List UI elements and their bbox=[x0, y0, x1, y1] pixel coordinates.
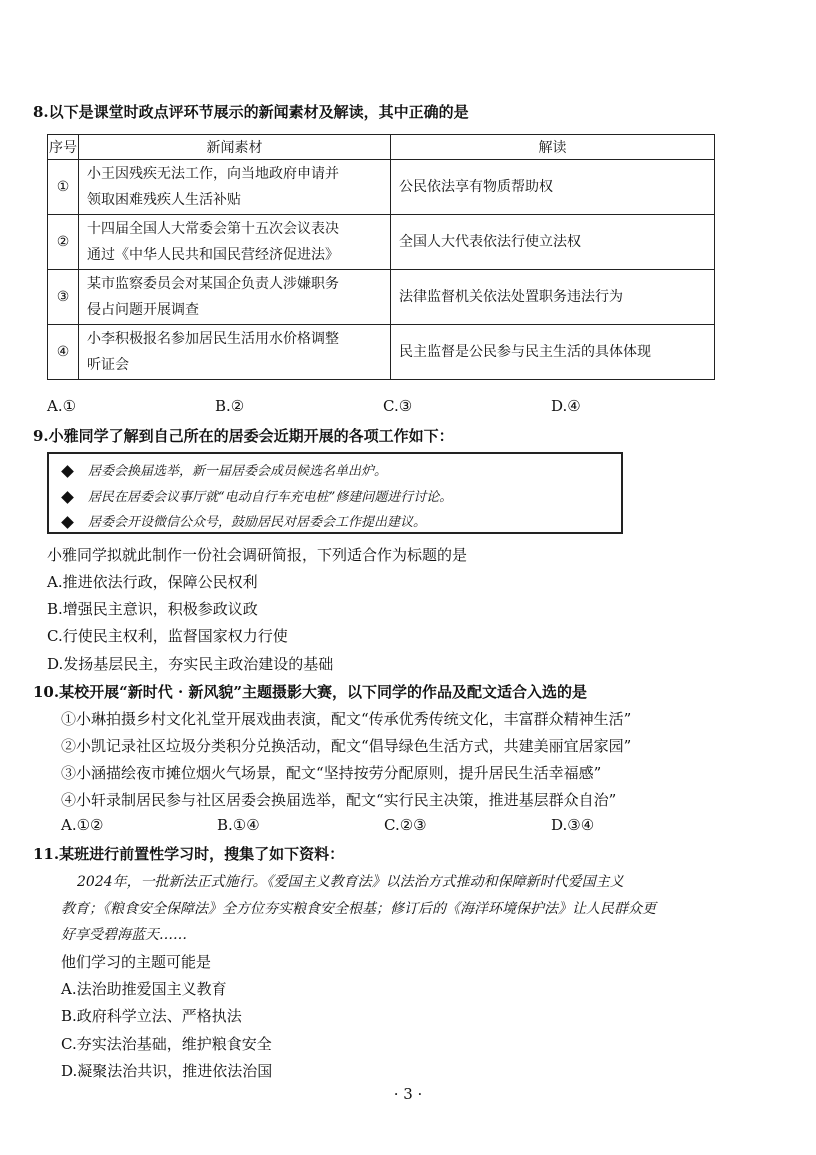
bullet-text: 居委会开设微信公众号，鼓励居民对居委会工作提出建议。 bbox=[88, 515, 427, 530]
q9-option-d[interactable]: D.发扬基层民主，夯实民主政治建设的基础 bbox=[47, 655, 334, 673]
q11-material-line: 好享受碧海蓝天…… bbox=[61, 927, 187, 943]
q9-option-c[interactable]: C.行使民主权利，监督国家权力行使 bbox=[47, 627, 288, 645]
diamond-bullet-icon bbox=[61, 491, 74, 504]
row-material bbox=[79, 215, 391, 270]
q9-info-box bbox=[47, 452, 623, 534]
table-row bbox=[48, 160, 715, 215]
row-interpretation: 法律监督机关依法处置职务违法行为 bbox=[391, 270, 715, 325]
header-material: 新闻素材 bbox=[79, 135, 391, 160]
q8-option-c[interactable]: C.③ bbox=[383, 397, 413, 415]
row-number: ③ bbox=[48, 270, 79, 325]
q10-item: ③小涵描绘夜市摊位烟火气场景，配文“坚持按劳分配原则，提升居民生活幸福感” bbox=[61, 764, 602, 782]
q11-option-b[interactable]: B.政府科学立法、严格执法 bbox=[61, 1007, 242, 1025]
q11-prompt: 他们学习的主题可能是 bbox=[61, 953, 212, 971]
q11-option-d[interactable]: D.凝聚法治共识，推进依法治国 bbox=[61, 1062, 273, 1080]
material-line: 侵占问题开展调查 bbox=[87, 302, 199, 318]
row-material bbox=[79, 160, 391, 215]
q10-item: ①小琳拍摄乡村文化礼堂开展戏曲表演，配文“传承优秀传统文化，丰富群众精神生活” bbox=[61, 710, 632, 728]
q11-stem: 11.某班进行前置性学习时，搜集了如下资料： bbox=[33, 845, 345, 863]
q9-prompt: 小雅同学拟就此制作一份社会调研简报，下列适合作为标题的是 bbox=[47, 546, 468, 564]
q10-option-a[interactable]: A.①② bbox=[61, 816, 104, 834]
material-line: 领取困难残疾人生活补贴 bbox=[87, 192, 241, 208]
table-row bbox=[48, 215, 715, 270]
material-line: 小王因残疾无法工作，向当地政府申请并 bbox=[87, 166, 339, 182]
material-line: 某市监察委员会对某国企负责人涉嫌职务 bbox=[87, 276, 339, 292]
header-interpretation: 解读 bbox=[391, 135, 715, 160]
q11-option-c[interactable]: C.夯实法治基础，维护粮食安全 bbox=[61, 1035, 272, 1053]
q10-item: ④小轩录制居民参与社区居委会换届选举，配文“实行民主决策，推进基层群众自治” bbox=[61, 791, 617, 809]
page-number: · 3 · bbox=[393, 1085, 423, 1103]
row-number: ② bbox=[48, 215, 79, 270]
q9-option-a[interactable]: A.推进依法行政，保障公民权利 bbox=[47, 573, 258, 591]
row-interpretation: 民主监督是公民参与民主生活的具体体现 bbox=[391, 325, 715, 380]
q8-option-b[interactable]: B.② bbox=[215, 397, 245, 415]
row-interpretation: 公民依法享有物质帮助权 bbox=[391, 160, 715, 215]
q11-material-line: 教育；《粮食安全保障法》全方位夯实粮食安全根基；修订后的《海洋环境保护法》让人民群众更 bbox=[61, 901, 656, 917]
q11-option-a[interactable]: A.法治助推爱国主义教育 bbox=[61, 980, 227, 998]
diamond-bullet-icon bbox=[61, 465, 74, 478]
q9-bullet bbox=[59, 511, 426, 530]
q11-material-line: 2024年，一批新法正式施行。《爱国主义教育法》以法治方式推动和保障新时代爱国主义 bbox=[77, 874, 624, 890]
material-line: 小李积极报名参加居民生活用水价格调整 bbox=[87, 331, 339, 347]
q10-item: ②小凯记录社区垃圾分类积分兑换活动，配文“倡导绿色生活方式，共建美丽宜居家园” bbox=[61, 737, 632, 755]
q8-option-d[interactable]: D.④ bbox=[551, 397, 581, 415]
q9-option-b[interactable]: B.增强民主意识，积极参政议政 bbox=[47, 600, 258, 618]
bullet-text: 居委会换届选举，新一届居委会成员候选名单出炉。 bbox=[88, 464, 388, 479]
header-number: 序号 bbox=[48, 135, 79, 160]
row-material bbox=[79, 270, 391, 325]
q10-option-b[interactable]: B.①④ bbox=[217, 816, 260, 834]
news-table bbox=[47, 134, 715, 380]
material-line: 通过《中华人民共和国民营经济促进法》 bbox=[87, 247, 339, 263]
q9-stem: 9.小雅同学了解到自己所在的居委会近期开展的各项工作如下： bbox=[33, 427, 454, 445]
q10-stem: 10.某校开展“新时代 · 新风貌”主题摄影大赛，以下同学的作品及配文适合入选的是 bbox=[33, 683, 588, 701]
q10-option-c[interactable]: C.②③ bbox=[384, 816, 427, 834]
row-number: ④ bbox=[48, 325, 79, 380]
bullet-text: 居民在居委会议事厅就“电动自行车充电桩”修建问题进行讨论。 bbox=[88, 490, 453, 505]
row-interpretation: 全国人大代表依法行使立法权 bbox=[391, 215, 715, 270]
row-number: ① bbox=[48, 160, 79, 215]
table-row bbox=[48, 325, 715, 380]
q10-option-d[interactable]: D.③④ bbox=[551, 816, 595, 834]
row-material bbox=[79, 325, 391, 380]
q8-stem: 8.以下是课堂时政点评环节展示的新闻素材及解读，其中正确的是 bbox=[33, 103, 469, 121]
q9-bullet bbox=[59, 460, 387, 479]
table-header-row bbox=[48, 135, 715, 160]
material-line: 听证会 bbox=[87, 357, 129, 373]
material-line: 十四届全国人大常委会第十五次会议表决 bbox=[87, 221, 339, 237]
q8-option-a[interactable]: A.① bbox=[47, 397, 77, 415]
q9-bullet bbox=[59, 486, 452, 505]
diamond-bullet-icon bbox=[61, 516, 74, 529]
table-row bbox=[48, 270, 715, 325]
